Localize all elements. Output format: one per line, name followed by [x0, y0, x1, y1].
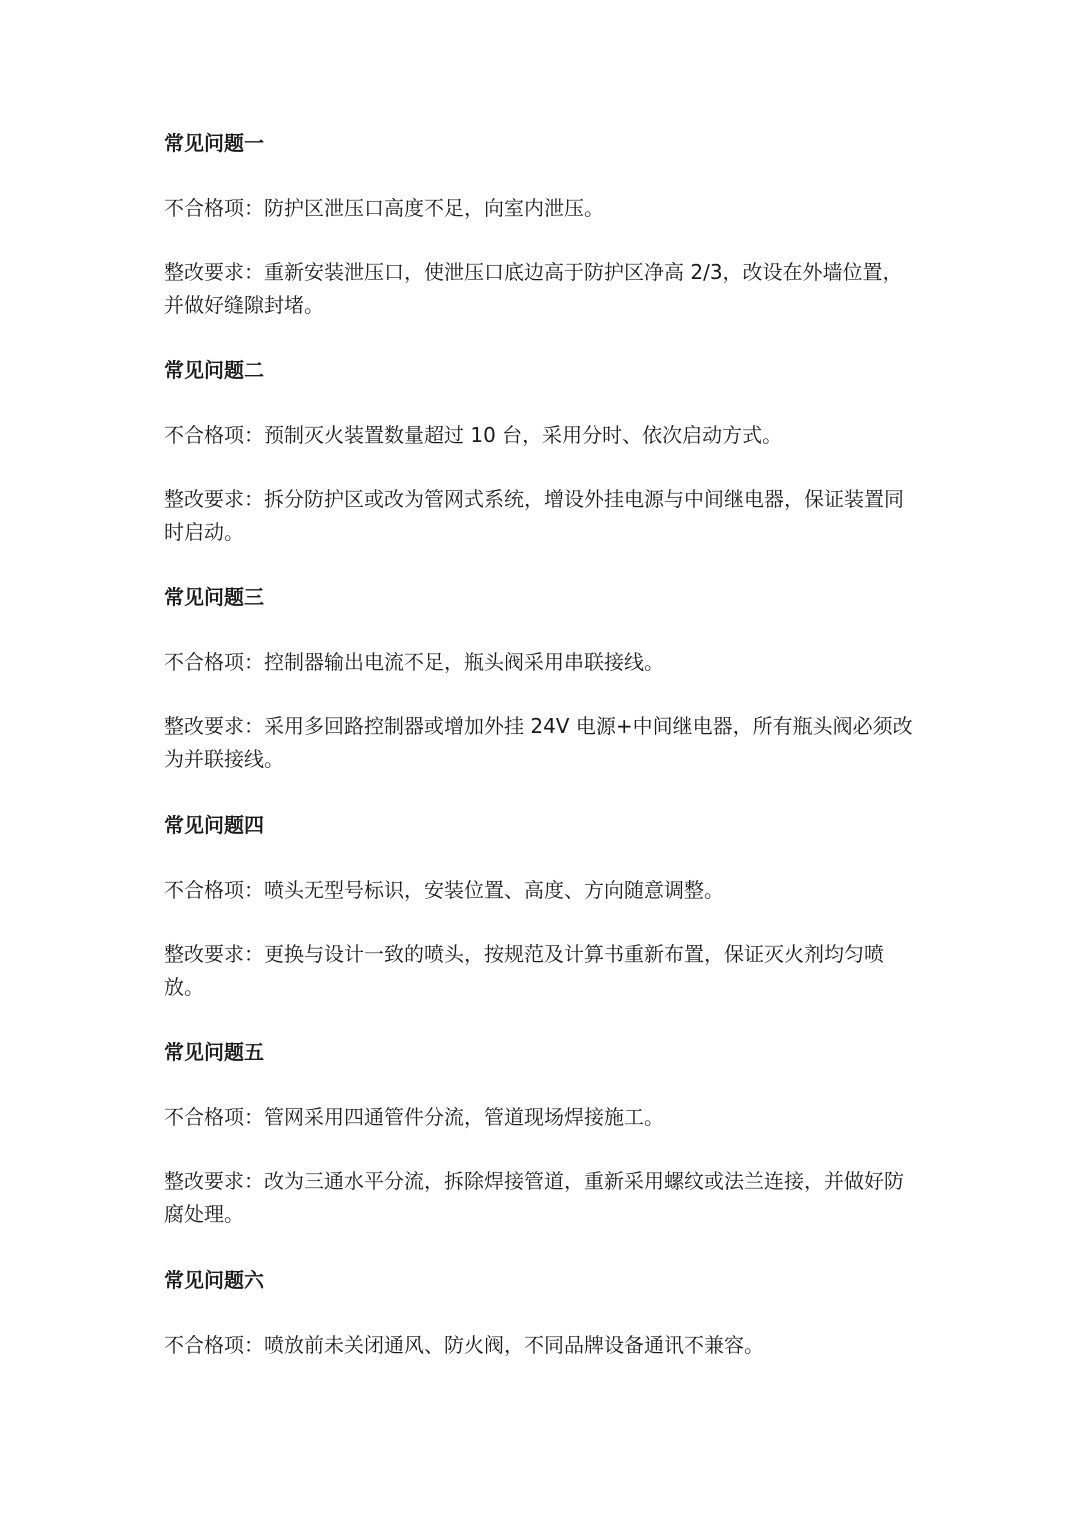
rectification-text: 整改要求：拆分防护区或改为管网式系统，增设外挂电源与中间继电器，保证装置同时启动。 — [164, 487, 904, 544]
nonconformity-text: 不合格项：喷放前未关闭通风、防火阀，不同品牌设备通讯不兼容。 — [164, 1333, 764, 1357]
section-heading: 常见问题二 — [164, 358, 264, 382]
rectification-text: 整改要求：更换与设计一致的喷头，按规范及计算书重新布置，保证灭火剂均匀喷放。 — [164, 942, 884, 999]
section-heading: 常见问题五 — [164, 1040, 264, 1064]
rectification-text: 整改要求：改为三通水平分流，拆除焊接管道，重新采用螺纹或法兰连接，并做好防腐处理。 — [164, 1169, 904, 1226]
nonconformity-text: 不合格项：喷头无型号标识，安装位置、高度、方向随意调整。 — [164, 878, 724, 902]
nonconformity-text: 不合格项：预制灭火装置数量超过 10 台，采用分时、依次启动方式。 — [164, 423, 783, 447]
section-heading: 常见问题三 — [164, 585, 264, 609]
nonconformity-text: 不合格项：防护区泄压口高度不足，向室内泄压。 — [164, 196, 604, 220]
rectification-text: 整改要求：重新安装泄压口，使泄压口底边高于防护区净高 2/3，改设在外墙位置，并做好缝隙封堵。 — [164, 260, 903, 317]
nonconformity-text: 不合格项：控制器输出电流不足，瓶头阀采用串联接线。 — [164, 650, 664, 674]
rectification-text: 整改要求：采用多回路控制器或增加外挂 24V 电源+中间继电器，所有瓶头阀必须改为并联接线。 — [164, 714, 913, 771]
section-heading: 常见问题四 — [164, 813, 264, 837]
nonconformity-text: 不合格项：管网采用四通管件分流，管道现场焊接施工。 — [164, 1105, 664, 1129]
section-heading: 常见问题一 — [164, 131, 264, 155]
section-heading: 常见问题六 — [164, 1268, 264, 1292]
